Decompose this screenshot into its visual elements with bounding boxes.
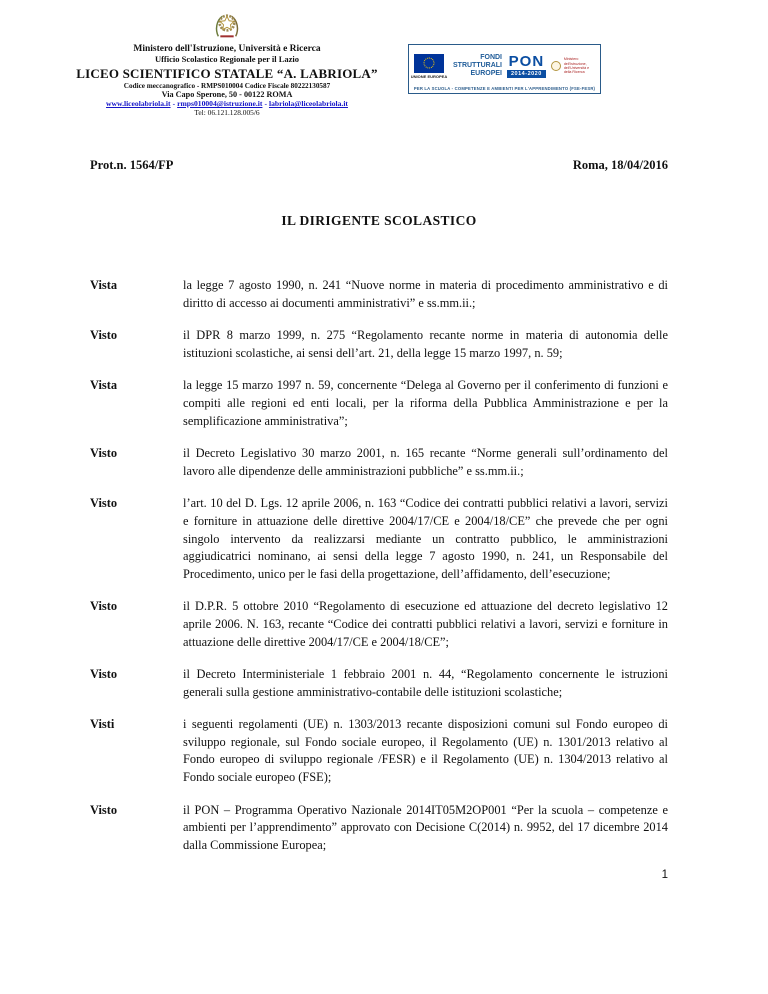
recital-label: Visto (90, 496, 118, 511)
recital-label: Vista (90, 378, 118, 393)
school-name: LICEO SCIENTIFICO STATALE “A. LABRIOLA” (76, 66, 378, 81)
recital-label: Visto (90, 599, 118, 614)
email-link-school[interactable]: labriola@liceolabriola.it (268, 99, 348, 108)
eu-flag-block (410, 54, 448, 79)
fondi-strutturali-label: FONDI STRUTTURALI EUROPEI (453, 53, 502, 78)
document-title: IL DIRIGENTE SCOLASTICO (281, 213, 477, 228)
recital-label: Visti (90, 717, 115, 732)
contact-links (72, 99, 382, 108)
recital-paragraph (90, 802, 668, 855)
italy-emblem-icon (211, 8, 243, 42)
recital-text: il Decreto Interministeriale 1 febbraio 2001 n. 44, “Regolamento concernente le istruzioni generali sulla gestione amministrativo-contabile delle istituzioni scolastiche; (183, 667, 668, 699)
school-codes: Codice meccanografico - RMPS010004 Codice Fiscale 80222130587 (123, 82, 331, 90)
place-and-date: Roma, 18/04/2016 (572, 158, 668, 172)
recital-paragraph (90, 445, 668, 480)
recital-text: la legge 7 agosto 1990, n. 241 “Nuove norme in materia di procedimento amministrativo e di diritto di accesso ai documenti amministrativi” e ss.mm.ii.; (183, 278, 668, 310)
school-address: Via Capo Sperone, 50 - 00122 ROMA (161, 90, 293, 99)
regional-office: Ufficio Scolastico Regionale per il Lazio (154, 54, 300, 64)
recital-text: l’art. 10 del D. Lgs. 12 aprile 2006, n. 163 “Codice dei contratti pubblici relativi a lavori, servizi e forniture in attuazione delle direttive 2004/17/CE e 2004/18/CE” che prevede che per ogni singolo intervento da realizzarsi mediante un contratto pubblico, le amministrazioni aggiudicatrici nominano, ai sensi della legge 7 agosto 1990, n. 241, un Responsabile del Procedimento, unico per le fasi della progettazione, dell’affidamento, dell’esecuzione; (183, 496, 668, 581)
recital-paragraph (90, 327, 668, 362)
miur-attribution-text: Ministero dell'Istruzione, dell'Università e della Ricerca (563, 57, 590, 75)
recital-text: la legge 15 marzo 1997 n. 59, concernente “Delega al Governo per il conferimento di funzioni e compiti alle regioni ed enti locali, per la riforma della Pubblica Amministrazione e per la semplificazione amministrativa”; (183, 378, 668, 428)
eu-flag-icon (414, 54, 444, 73)
recital-label: Visto (90, 446, 118, 461)
phone-number: Tel: 06.121.128.005/6 (194, 108, 260, 117)
recital-text: i seguenti regolamenti (UE) n. 1303/2013 recante disposizioni comuni sul Fondo europeo di sviluppo regionale, sul Fondo sociale europeo, il Regolamento (UE) n. 1301/2013 relativo al Fondo europeo di sviluppo regionale /FESR) e il Regolamento (UE) n. 1304/2013 relativo al Fondo sociale europeo (FSE); (183, 717, 668, 785)
letterhead-left (72, 8, 382, 117)
recital-text: il Decreto Legislativo 30 marzo 2001, n. 165 recante “Norme generali sull’ordinamento del lavoro alle dipendenze delle amministrazioni pubbliche” e ss.mm.ii.; (183, 446, 668, 478)
email-link-istruzione[interactable]: rmps010004@istruzione.it (177, 99, 263, 108)
ministry-name: Ministero dell'Istruzione, Università e Ricerca (133, 44, 321, 54)
recital-paragraph (90, 277, 668, 312)
recital-text: il DPR 8 marzo 1999, n. 275 “Regolamento recante norme in materia di autonomia delle istituzioni scolastiche, ai sensi dell’art. 21, della legge 15 marzo 1997, n. 59; (183, 328, 668, 360)
pon-mark (507, 54, 546, 78)
recitals-list (90, 277, 668, 854)
page-number: 1 (661, 869, 668, 882)
recital-paragraph (90, 598, 668, 651)
protocol-row (90, 158, 668, 173)
miur-attribution (551, 57, 596, 75)
recital-paragraph (90, 666, 668, 701)
link-separator: - (172, 99, 176, 108)
recital-label: Visto (90, 328, 118, 343)
protocol-number: Prot.n. 1564/FP (90, 158, 174, 172)
recital-label: Visto (90, 667, 118, 682)
document-body (90, 158, 668, 881)
eu-flag-label: UNIONE EUROPEA (410, 73, 448, 79)
eu-stars-icon (424, 58, 435, 69)
website-link[interactable]: www.liceolabriola.it (106, 99, 171, 108)
recital-paragraph (90, 377, 668, 430)
pon-tagline: PER LA SCUOLA - COMPETENZE E AMBIENTI PER L'APPRENDIMENTO (FSE-FESR) (413, 86, 596, 91)
miur-seal-icon (551, 61, 561, 71)
pon-logo-box (408, 44, 601, 94)
recital-text: il PON – Programma Operativo Nazionale 2014IT05M2OP001 “Per la scuola – competenze e ambienti per l’apprendimento” approvato con Decisione C(2014) n. 9952, del 17 dicembre 2014 dalla Commissione Europea; (183, 802, 668, 852)
recital-label: Visto (90, 802, 118, 817)
letterhead (0, 0, 768, 130)
recital-text: il D.P.R. 5 ottobre 2010 “Regolamento di esecuzione ed attuazione del decreto legislativo 12 aprile 2006. N. 163, recante “Codice dei contratti pubblici relativi a lavori, servizi e forniture in attuazione delle direttive 2004/17/CE e 2004/18/CE”; (183, 599, 668, 649)
recital-label: Vista (90, 278, 118, 292)
pon-years-badge: 2014-2020 (507, 70, 546, 78)
pon-logo-row (409, 45, 600, 85)
recital-paragraph (90, 495, 668, 583)
link-separator: - (264, 99, 267, 108)
pon-wordmark: PON (508, 53, 545, 70)
recital-paragraph (90, 716, 668, 786)
